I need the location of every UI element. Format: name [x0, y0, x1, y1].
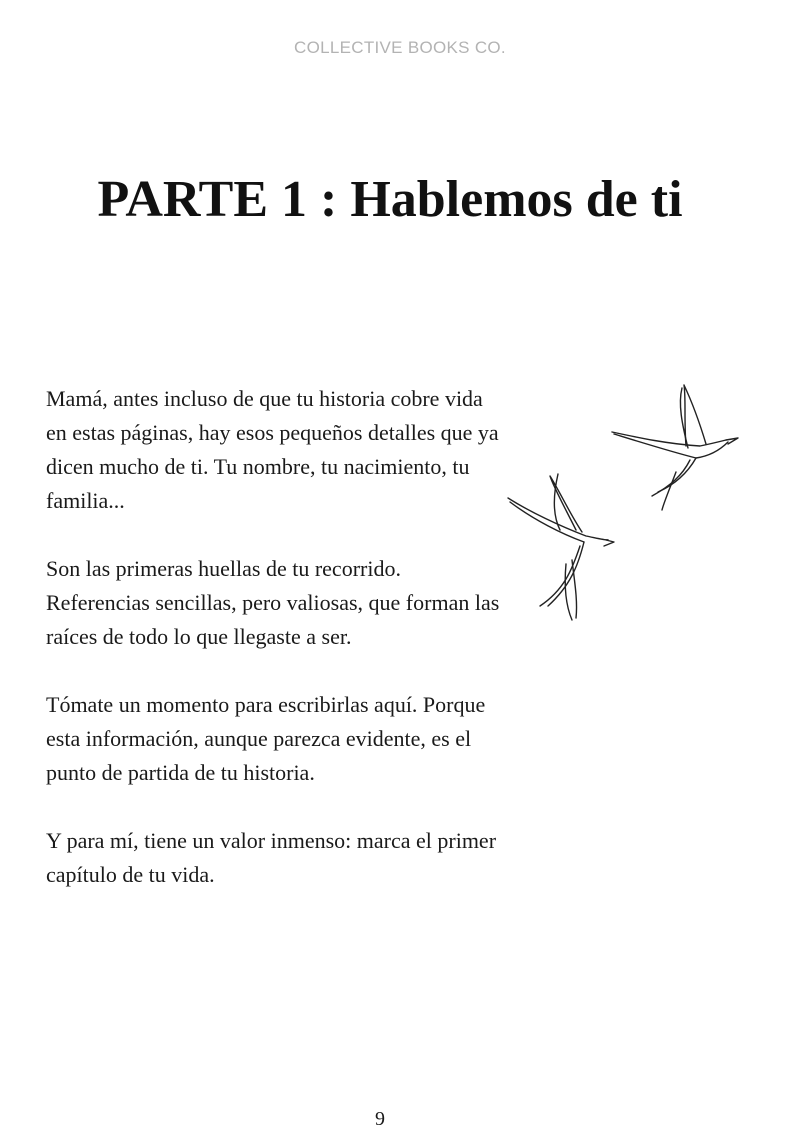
paragraph-1: Mamá, antes incluso de que tu historia cobre vida en estas páginas, hay esos pequeños detalles que ya dicen mucho de ti. Tu nombre, tu nacimiento, tu familia... — [46, 386, 499, 513]
body-text — [46, 382, 506, 926]
swallows-illustration-icon — [500, 380, 750, 630]
paragraph-2: Son las primeras huellas de tu recorrido. Referencias sencillas, pero valiosas, que forman las raíces de todo lo que llegaste a ser. — [46, 556, 500, 649]
page-number: 9 — [375, 1108, 385, 1130]
publisher-header: COLLECTIVE BOOKS CO. — [294, 38, 506, 57]
paragraph-3: Tómate un momento para escribirlas aquí. Porque esta información, aunque parezca evidente, es el punto de partida de tu historia. — [46, 692, 486, 785]
paragraph-4: Y para mí, tiene un valor inmenso: marca el primer capítulo de tu vida. — [46, 828, 497, 887]
chapter-title: PARTE 1 : Hablemos de ti — [97, 171, 683, 228]
swallow-lower-icon — [508, 474, 614, 620]
swallow-upper-icon — [612, 385, 738, 510]
